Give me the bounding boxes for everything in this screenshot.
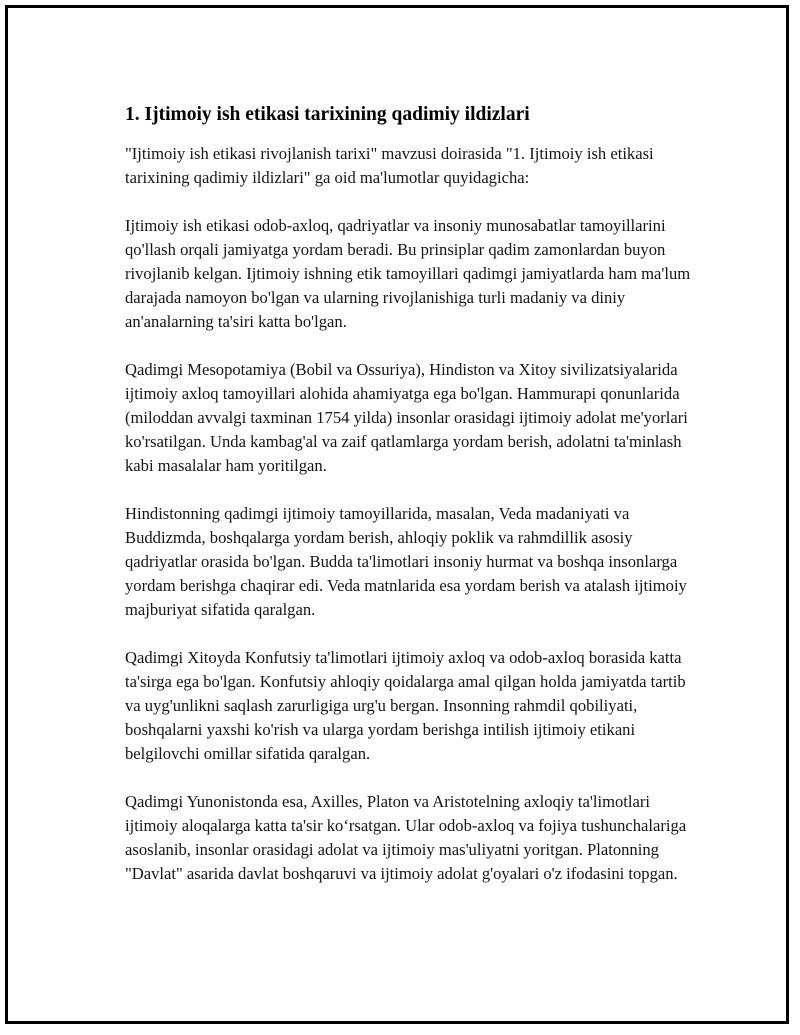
- paragraph-intro: "Ijtimoiy ish etikasi rivojlanish tarixi" mavzusi doirasida "1. Ijtimoiy ish etikasi tarixining qadimiy ildizlari" ga oid ma'lumotlar quyidagicha:: [125, 144, 654, 187]
- document-body: [125, 102, 697, 910]
- paragraph-greece: Qadimgi Yunonistonda esa, Axilles, Platon va Aristotelning axloqiy ta'limotlari ijtimoiy aloqalarga katta ta'sir ko‘rsatgan. Ular odob-axloq va fojiya tushunchalariga asoslanib, insonlar orasidagi adolat va ijtimoiy mas'uliyatni yoritgan. Platonning "Davlat" asarida davlat boshqaruvi va ijtimoiy adolat g'oyalari o'z ifodasini topgan.: [125, 792, 687, 883]
- paragraph-india: Hindistonning qadimgi ijtimoiy tamoyillarida, masalan, Veda madaniyati va Buddizmda, boshqalarga yordam berish, ahloqiy poklik va rahmdillik asosiy qadriyatlar orasida bo'lgan. Budda ta'limotlari insoniy hurmat va boshqa insonlarga yordam berishga chaqirar edi. Veda matnlarida esa yordam berish va atalash ijtimoiy majburiyat sifatida qaralgan.: [125, 504, 687, 619]
- document-title: 1. Ijtimoiy ish etikasi tarixining qadimiy ildizlari: [125, 104, 530, 125]
- paragraph-ethics-overview: Ijtimoiy ish etikasi odob-axloq, qadriyatlar va insoniy munosabatlar tamoyillarini qo'llash orqali jamiyatga yordam beradi. Bu prinsiplar qadim zamonlardan buyon rivojlanib kelgan. Ijtimoiy ishning etik tamoyillari qadimgi jamiyatlarda ham ma'lum darajada namoyon bo'lgan va ularning rivojlanishiga turli madaniy va diniy an'analarning ta'siri katta bo'lgan.: [125, 216, 691, 331]
- paragraph-mesopotamia: Qadimgi Mesopotamiya (Bobil va Ossuriya), Hindiston va Xitoy sivilizatsiyalarida ijtimoiy axloq tamoyillari alohida ahamiyatga ega bo'lgan. Hammurapi qonunlarida (miloddan avvalgi taxminan 1754 yilda) insonlar orasidagi ijtimoiy adolat me'yorlari ko'rsatilgan. Unda kambag'al va zaif qatlamlarga yordam berish, adolatni ta'minlash kabi masalalar ham yoritilgan.: [125, 360, 688, 475]
- page-frame: [5, 5, 789, 1024]
- paragraph-china: Qadimgi Xitoyda Konfutsiy ta'limotlari ijtimoiy axloq va odob-axloq borasida katta ta'sirga ega bo'lgan. Konfutsiy ahloqiy qoidalarga amal qilgan holda jamiyatda tartib va uyg'unlikni saqlash zarurligiga urg'u bergan. Insonning rahmdil qobiliyati, boshqalarni yaxshi ko'rish va ularga yordam berishga intilish ijtimoiy etikani belgilovchi omillar sifatida qaralgan.: [125, 648, 686, 763]
